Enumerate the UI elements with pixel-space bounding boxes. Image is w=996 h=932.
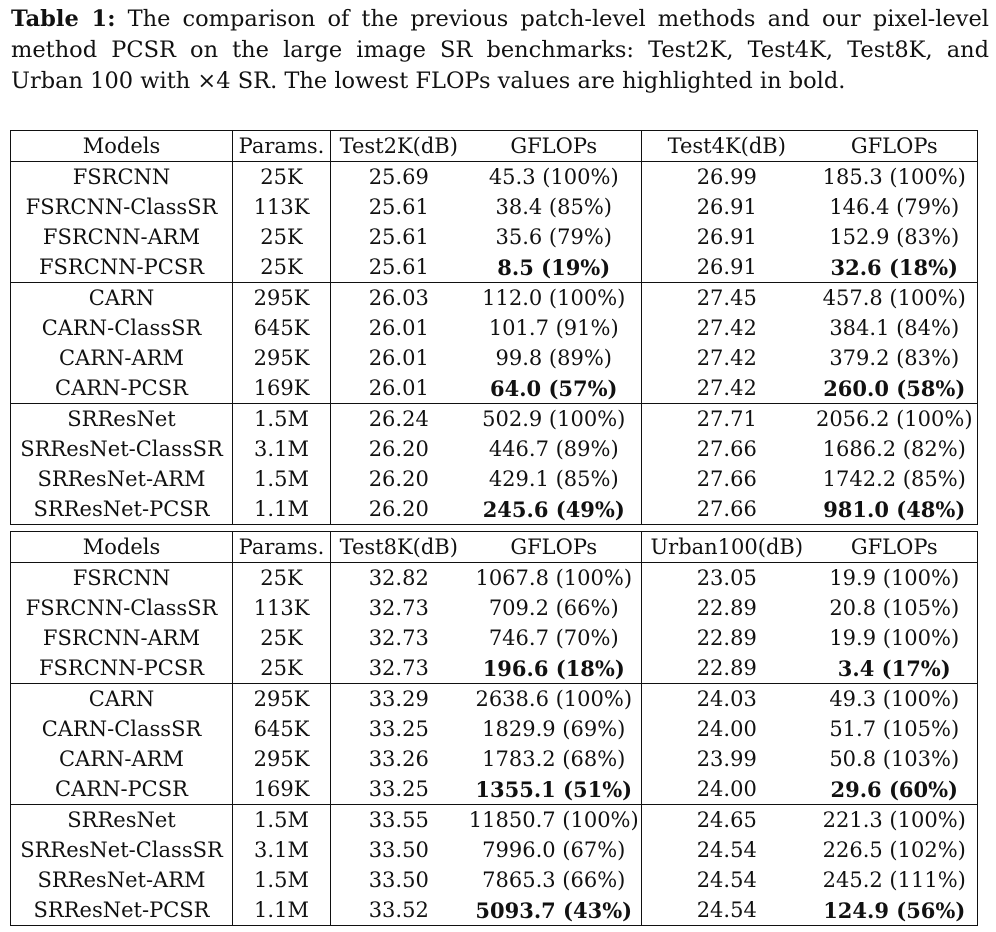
gflops-cell: 51.7 (105%): [812, 714, 978, 744]
model-cell: CARN-ClassSR: [11, 313, 233, 343]
table-row: [11, 593, 978, 623]
gflops-cell: 112.0 (100%): [467, 283, 642, 314]
psnr-cell: 24.00: [642, 714, 812, 744]
psnr-cell: 27.71: [642, 404, 812, 435]
gflops-cell: 226.5 (102%): [812, 835, 978, 865]
gflops-cell: 29.6 (60%): [812, 774, 978, 805]
column-header: Models: [11, 131, 233, 162]
psnr-cell: 22.89: [642, 623, 812, 653]
params-cell: 3.1M: [233, 835, 331, 865]
psnr-cell: 23.99: [642, 744, 812, 774]
gflops-cell: 45.3 (100%): [488, 164, 619, 189]
table-row: [11, 434, 978, 464]
psnr-cell: 33.50: [331, 865, 467, 895]
psnr-cell: 27.66: [642, 464, 812, 494]
model-cell: FSRCNN-ClassSR: [11, 192, 233, 222]
model-cell: FSRCNN-ARM: [11, 222, 233, 252]
psnr-cell: 24.65: [642, 805, 812, 836]
params-cell: 25K: [233, 623, 331, 653]
model-cell: FSRCNN-PCSR: [11, 252, 233, 283]
table-row: [11, 865, 978, 895]
psnr-cell: 33.26: [331, 744, 467, 774]
model-cell: SRResNet-ARM: [11, 865, 233, 895]
gflops-cell: 221.3 (100%): [812, 805, 978, 836]
gflops-cell: 2638.6 (100%): [467, 684, 642, 715]
params-cell: 25K: [233, 252, 331, 283]
psnr-cell: 24.54: [642, 895, 812, 926]
column-header: Test4K(dB): [642, 131, 812, 162]
results-table-wrapper: [10, 130, 978, 926]
table-header-row: [11, 532, 978, 563]
gflops-cell: 260.0 (58%): [812, 373, 978, 404]
spacer-cell: [11, 525, 978, 532]
params-cell: 113K: [233, 593, 331, 623]
params-cell: 25K: [233, 162, 331, 193]
model-cell: CARN-ARM: [11, 744, 233, 774]
model-cell: SRResNet: [11, 805, 233, 836]
table-row: [11, 805, 978, 836]
psnr-cell: 25.69: [331, 162, 467, 193]
gflops-cell: 245.2 (111%): [812, 865, 978, 895]
gflops-cell: 746.7 (70%): [488, 625, 619, 650]
gflops-cell: 1067.8 (100%): [475, 565, 633, 590]
gflops-cell: 185.3 (100%): [812, 162, 978, 193]
psnr-cell: 23.05: [642, 563, 812, 594]
gflops-cell: 502.9 (100%): [467, 404, 642, 435]
table-row: [11, 343, 978, 373]
caption-text: The comparison of the previous patch-level methods and our pixel-level method PCSR on the large image SR benchmarks: Test2K, Test4K, Test8K, and Urban 100 with ×4 SR. The lowest FLOPs values are highlighted in bold.: [11, 6, 989, 94]
gflops-cell: 196.6 (18%): [482, 655, 625, 681]
gflops-cell: 7865.3 (66%): [482, 867, 626, 892]
results-table-body: [11, 131, 978, 926]
table-row: [11, 653, 978, 684]
gflops-cell: 99.8 (89%): [495, 345, 612, 370]
gflops-cell: 1686.2 (82%): [812, 434, 978, 464]
gflops-cell: 32.6 (18%): [812, 252, 978, 283]
gflops-cell: 11850.7 (100%): [467, 805, 642, 836]
params-cell: 25K: [233, 653, 331, 684]
table-row: [11, 684, 978, 715]
gflops-cell: 8.5 (19%): [497, 254, 611, 280]
params-cell: 1.5M: [233, 404, 331, 435]
gflops-cell: 146.4 (79%): [812, 192, 978, 222]
gflops-cell: 384.1 (84%): [812, 313, 978, 343]
model-cell: FSRCNN: [11, 563, 233, 594]
column-header: GFLOPs: [812, 532, 978, 563]
model-cell: SRResNet-ClassSR: [11, 835, 233, 865]
psnr-cell: 24.00: [642, 774, 812, 805]
gflops-cell: 1829.9 (69%): [482, 716, 626, 741]
params-cell: 169K: [233, 373, 331, 404]
column-header: GFLOPs: [467, 131, 642, 162]
model-cell: CARN: [11, 283, 233, 314]
gflops-cell: 709.2 (66%): [488, 595, 619, 620]
results-table: [10, 130, 978, 926]
psnr-cell: 26.01: [331, 343, 467, 373]
table-row: [11, 313, 978, 343]
params-cell: 1.5M: [233, 865, 331, 895]
psnr-cell: 27.66: [642, 494, 812, 525]
psnr-cell: 25.61: [331, 222, 467, 252]
table-row: [11, 494, 978, 525]
gflops-cell: 101.7 (91%): [488, 315, 619, 340]
model-cell: CARN: [11, 684, 233, 715]
params-cell: 295K: [233, 684, 331, 715]
table-row: [11, 162, 978, 193]
psnr-cell: 33.25: [331, 774, 467, 805]
model-cell: FSRCNN-ARM: [11, 623, 233, 653]
params-cell: 3.1M: [233, 434, 331, 464]
psnr-cell: 25.61: [331, 192, 467, 222]
psnr-cell: 27.42: [642, 313, 812, 343]
gflops-cell: 1355.1 (51%): [475, 776, 633, 802]
gflops-cell: 446.7 (89%): [488, 436, 619, 461]
table-caption: [11, 4, 989, 97]
table-row: [11, 714, 978, 744]
psnr-cell: 27.42: [642, 343, 812, 373]
gflops-cell: 49.3 (100%): [812, 684, 978, 715]
gflops-cell: 5093.7 (43%): [467, 895, 642, 926]
psnr-cell: 27.42: [642, 373, 812, 404]
gflops-cell: 7996.0 (67%): [482, 837, 626, 862]
table-row: [11, 895, 978, 926]
psnr-cell: 25.61: [331, 252, 467, 283]
psnr-cell: 26.91: [642, 252, 812, 283]
column-header: Models: [11, 532, 233, 563]
psnr-cell: 26.20: [331, 464, 467, 494]
column-header: Urban100(dB): [642, 532, 812, 563]
psnr-cell: 33.55: [331, 805, 467, 836]
params-cell: 113K: [233, 192, 331, 222]
gflops-cell: 3.4 (17%): [812, 653, 978, 684]
gflops-cell: 429.1 (85%): [488, 466, 619, 491]
column-header: GFLOPs: [467, 532, 642, 563]
psnr-cell: 32.73: [331, 653, 467, 684]
params-cell: 645K: [233, 714, 331, 744]
table-row: [11, 373, 978, 404]
block-spacer: [11, 525, 978, 532]
psnr-cell: 33.29: [331, 684, 467, 715]
model-cell: SRResNet-PCSR: [11, 494, 233, 525]
table-row: [11, 252, 978, 283]
model-cell: FSRCNN-PCSR: [11, 653, 233, 684]
model-cell: CARN-ClassSR: [11, 714, 233, 744]
gflops-cell: 2056.2 (100%): [812, 404, 978, 435]
gflops-cell: 19.9 (100%): [812, 563, 978, 594]
gflops-cell: 379.2 (83%): [812, 343, 978, 373]
psnr-cell: 32.82: [331, 563, 467, 594]
psnr-cell: 24.54: [642, 865, 812, 895]
psnr-cell: 24.54: [642, 835, 812, 865]
gflops-cell: 35.6 (79%): [495, 224, 612, 249]
psnr-cell: 26.03: [331, 283, 467, 314]
psnr-cell: 26.20: [331, 434, 467, 464]
table-row: [11, 283, 978, 314]
model-cell: SRResNet: [11, 404, 233, 435]
psnr-cell: 33.50: [331, 835, 467, 865]
model-cell: SRResNet-ClassSR: [11, 434, 233, 464]
params-cell: 1.5M: [233, 464, 331, 494]
psnr-cell: 27.66: [642, 434, 812, 464]
psnr-cell: 26.91: [642, 192, 812, 222]
table-row: [11, 835, 978, 865]
column-header: Test8K(dB): [331, 532, 467, 563]
model-cell: CARN-ARM: [11, 343, 233, 373]
params-cell: 1.1M: [233, 895, 331, 926]
column-header: Test2K(dB): [331, 131, 467, 162]
model-cell: SRResNet-ARM: [11, 464, 233, 494]
gflops-cell: 981.0 (48%): [812, 494, 978, 525]
table-row: [11, 623, 978, 653]
table-row: [11, 563, 978, 594]
gflops-cell: 1742.2 (85%): [812, 464, 978, 494]
psnr-cell: 26.24: [331, 404, 467, 435]
gflops-cell: 19.9 (100%): [812, 623, 978, 653]
psnr-cell: 26.20: [331, 494, 467, 525]
params-cell: 1.1M: [233, 494, 331, 525]
psnr-cell: 26.99: [642, 162, 812, 193]
psnr-cell: 22.89: [642, 593, 812, 623]
table-row: [11, 404, 978, 435]
psnr-cell: 32.73: [331, 593, 467, 623]
gflops-cell: 245.6 (49%): [467, 494, 642, 525]
psnr-cell: 26.91: [642, 222, 812, 252]
model-cell: CARN-PCSR: [11, 774, 233, 805]
column-header: Params.: [233, 131, 331, 162]
table-row: [11, 744, 978, 774]
table-row: [11, 464, 978, 494]
params-cell: 25K: [233, 563, 331, 594]
table-row: [11, 222, 978, 252]
psnr-cell: 26.01: [331, 313, 467, 343]
params-cell: 25K: [233, 222, 331, 252]
params-cell: 1.5M: [233, 805, 331, 836]
psnr-cell: 26.01: [331, 373, 467, 404]
model-cell: SRResNet-PCSR: [11, 895, 233, 926]
gflops-cell: 38.4 (85%): [495, 194, 612, 219]
model-cell: CARN-PCSR: [11, 373, 233, 404]
caption-label: Table 1:: [11, 6, 116, 32]
psnr-cell: 32.73: [331, 623, 467, 653]
params-cell: 645K: [233, 313, 331, 343]
params-cell: 295K: [233, 343, 331, 373]
model-cell: FSRCNN: [11, 162, 233, 193]
table-row: [11, 192, 978, 222]
params-cell: 169K: [233, 774, 331, 805]
gflops-cell: 1783.2 (68%): [482, 746, 626, 771]
psnr-cell: 27.45: [642, 283, 812, 314]
params-cell: 295K: [233, 744, 331, 774]
gflops-cell: 64.0 (57%): [489, 375, 618, 401]
psnr-cell: 33.25: [331, 714, 467, 744]
psnr-cell: 22.89: [642, 653, 812, 684]
table-header-row: [11, 131, 978, 162]
gflops-cell: 152.9 (83%): [812, 222, 978, 252]
psnr-cell: 24.03: [642, 684, 812, 715]
table-row: [11, 774, 978, 805]
column-header: Params.: [233, 532, 331, 563]
gflops-cell: 457.8 (100%): [812, 283, 978, 314]
gflops-cell: 20.8 (105%): [812, 593, 978, 623]
model-cell: FSRCNN-ClassSR: [11, 593, 233, 623]
gflops-cell: 50.8 (103%): [812, 744, 978, 774]
params-cell: 295K: [233, 283, 331, 314]
psnr-cell: 33.52: [331, 895, 467, 926]
gflops-cell: 124.9 (56%): [812, 895, 978, 926]
column-header: GFLOPs: [812, 131, 978, 162]
